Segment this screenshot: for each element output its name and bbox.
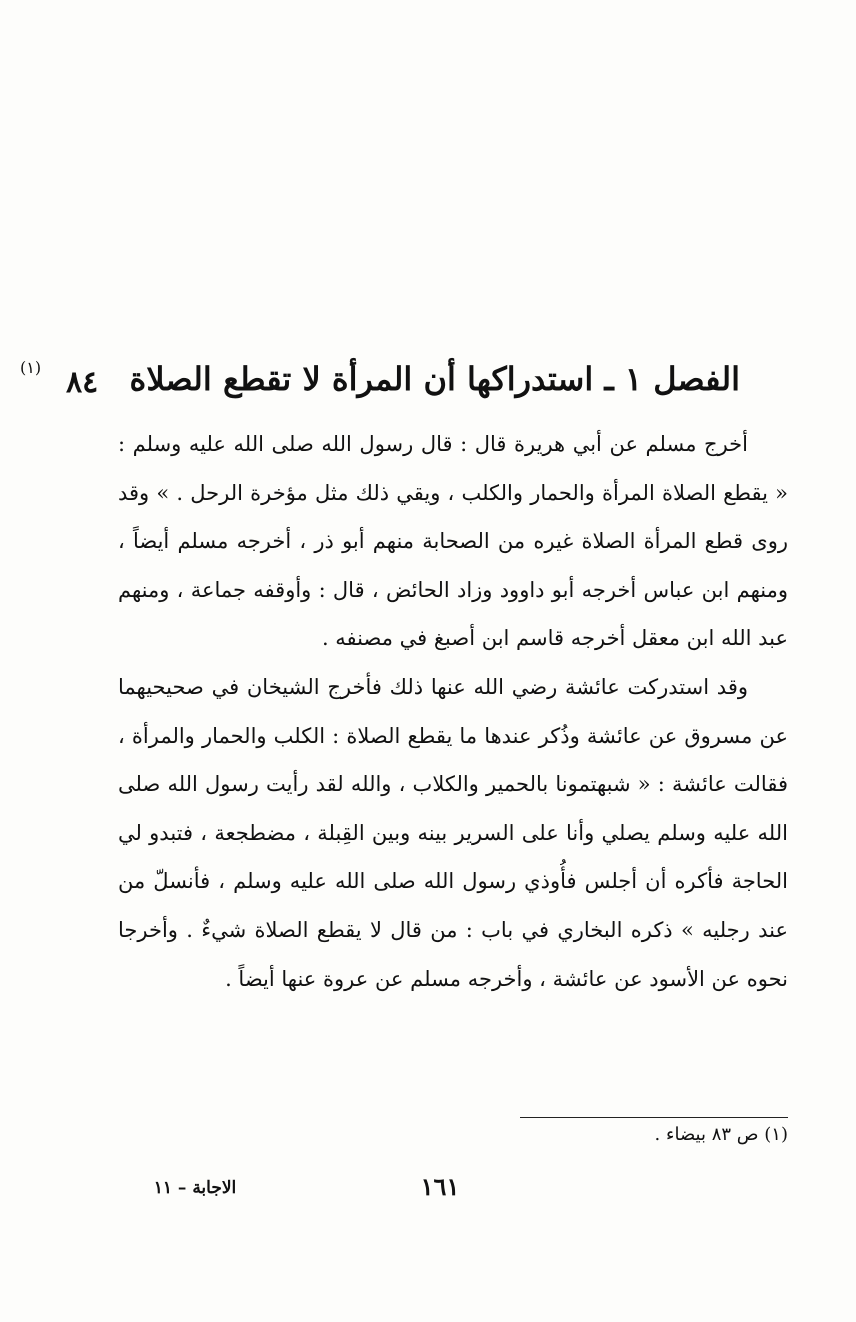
footnote-marker: (١) bbox=[20, 358, 42, 377]
chapter-title: الفصل ١ ـ استدراكها أن المرأة لا تقطع الصلاة bbox=[129, 360, 740, 398]
paragraph: وقد استدركت عائشة رضي الله عنها ذلك فأخرج الشيخان في صحيحيهما عن مسروق عن عائشة وذُكر عندها ما يقطع الصلاة : الكلب والحمار والمرأة ، فقالت عائشة : « شبهتمونا بالحمير والكلاب ، والله لقد رأيت رسول الله صلى الله عليه وسلم يصلي وأنا على السرير بينه وبين القِبلة ، مضطجعة ، فتبدو لي الحاجة فأكره أن أجلس فأُوذي رسول الله صلى الله عليه وسلم ، فأنسلّ من عند رجليه » ذكره البخاري في باب : من قال لا يقطع الصلاة شيءٌ . وأخرجا نحوه عن الأسود عن عائشة ، وأخرجه مسلم عن عروة عنها أيضاً . bbox=[118, 674, 788, 991]
footnote-divider bbox=[520, 1117, 788, 1118]
footer-page-number: ١٦١ bbox=[420, 1172, 460, 1201]
page-number-value: ٨٤ bbox=[66, 365, 99, 400]
body-text bbox=[118, 420, 788, 1003]
footnote: (١) ص ٨٣ بيضاء . bbox=[654, 1124, 788, 1145]
paragraph: أخرج مسلم عن أبي هريرة قال : قال رسول الله صلى الله عليه وسلم : « يقطع الصلاة المرأة والحمار والكلب ، ويقي ذلك مثل مؤخرة الرحل . » وقد روى قطع المرأة الصلاة غيره من الصحابة منهم أبو ذر ، أخرجه مسلم أيضاً ، ومنهم ابن عباس أخرجه أبو داوود وزاد الحائض ، قال : وأوقفه جماعة ، ومنهم عبد الله ابن معقل أخرجه قاسم ابن أصبغ في مصنفه . bbox=[118, 432, 788, 651]
page-number bbox=[20, 358, 99, 400]
footer-signature: الاجابة – ١١ bbox=[153, 1178, 237, 1198]
page-header bbox=[20, 348, 740, 400]
